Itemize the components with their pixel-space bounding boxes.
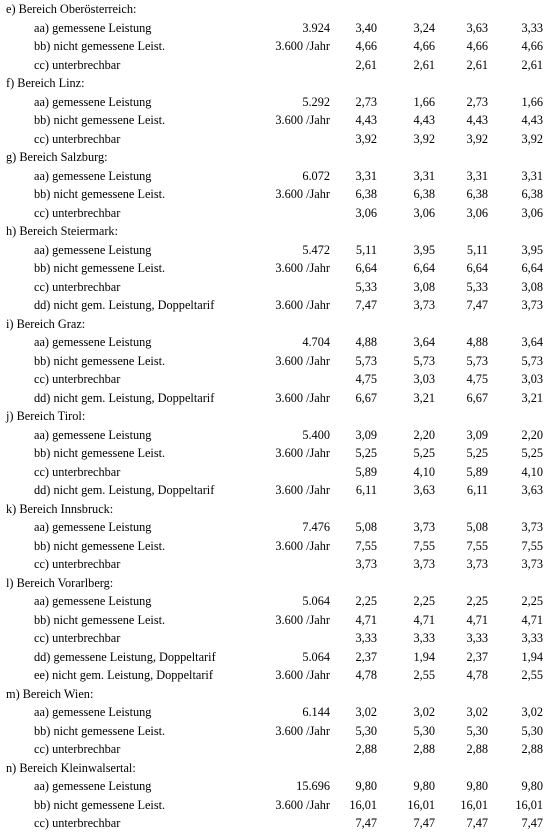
table-row — [0, 167, 545, 185]
base-value: 3.600 /Jahr — [275, 39, 330, 53]
row-label: cc) unterbrechbar — [34, 557, 121, 571]
table-row — [0, 796, 545, 814]
section-header-row — [0, 407, 545, 425]
price-value-1: 4,43 — [355, 113, 377, 127]
row-label: bb) nicht gemessene Leist. — [34, 612, 166, 627]
section-header: n) Bereich Kleinwalsertal: — [6, 760, 136, 775]
price-value-2: 5,30 — [413, 723, 435, 738]
price-value-4: 2,61 — [521, 57, 543, 72]
price-value-1: 3,09 — [355, 427, 377, 442]
table-row — [0, 537, 545, 555]
price-value-1: 7,47 — [355, 816, 377, 830]
base-value: 5.400 — [302, 427, 330, 442]
price-value-4: 2,55 — [521, 668, 543, 682]
table-row — [0, 389, 545, 407]
base-value: 7.476 — [302, 520, 330, 534]
price-value-2: 3,33 — [413, 631, 435, 645]
price-value-4: 3,33 — [521, 631, 543, 645]
table-row — [0, 296, 545, 314]
price-value-1: 5,89 — [355, 464, 377, 479]
row-label: dd) nicht gem. Leistung, Doppeltarif — [34, 390, 215, 405]
price-value-1: 3,06 — [355, 205, 377, 220]
price-value-2: 2,55 — [413, 668, 435, 682]
price-value-1: 4,75 — [355, 372, 377, 386]
base-value: 3.600 /Jahr — [275, 668, 330, 682]
base-value: 5.472 — [302, 242, 330, 257]
row-label: cc) unterbrechbar — [34, 464, 121, 479]
price-value-4: 6,38 — [521, 187, 543, 201]
price-value-3: 9,80 — [466, 779, 488, 793]
table-row — [0, 777, 545, 795]
table-row — [0, 352, 545, 370]
section-header-row — [0, 574, 545, 592]
price-value-2: 3,73 — [413, 520, 435, 534]
price-value-2: 6,38 — [413, 187, 435, 201]
price-value-2: 3,63 — [413, 483, 435, 497]
base-value: 5.292 — [302, 94, 330, 109]
price-value-4: 5,73 — [521, 353, 543, 368]
price-value-3: 5,25 — [466, 446, 488, 460]
row-label: aa) gemessene Leistung — [34, 705, 152, 719]
price-value-1: 3,92 — [355, 131, 377, 146]
table-row — [0, 130, 545, 148]
price-value-3: 4,71 — [466, 612, 488, 627]
price-value-1: 4,66 — [355, 39, 377, 53]
row-label: aa) gemessene Leistung — [34, 594, 152, 608]
price-value-4: 5,30 — [521, 723, 543, 738]
row-label: aa) gemessene Leistung — [34, 335, 152, 349]
price-value-3: 6,11 — [466, 483, 488, 497]
price-value-3: 5,08 — [466, 520, 488, 534]
row-label: bb) nicht gemessene Leist. — [34, 446, 166, 460]
row-label: cc) unterbrechbar — [34, 205, 121, 220]
table-row — [0, 241, 545, 259]
section-header: g) Bereich Salzburg: — [6, 150, 108, 164]
price-value-4: 1,66 — [521, 94, 543, 109]
row-label: bb) nicht gemessene Leist. — [34, 538, 166, 553]
price-value-2: 3,02 — [413, 705, 435, 719]
price-value-2: 3,24 — [413, 20, 435, 35]
row-label: bb) nicht gemessene Leist. — [34, 261, 166, 275]
price-value-1: 6,11 — [355, 483, 377, 497]
price-value-3: 4,88 — [466, 335, 488, 349]
price-value-3: 2,61 — [466, 57, 488, 72]
section-header: e) Bereich Oberösterreich: — [6, 2, 137, 16]
table-row — [0, 93, 545, 111]
price-value-1: 5,33 — [355, 279, 377, 294]
price-value-4: 2,25 — [521, 594, 543, 608]
price-value-4: 3,73 — [521, 298, 543, 312]
table-row — [0, 185, 545, 203]
price-value-2: 16,01 — [407, 797, 435, 812]
price-value-4: 3,08 — [521, 279, 543, 294]
price-value-2: 3,03 — [413, 372, 435, 386]
base-value: 4.704 — [302, 335, 330, 349]
table-row — [0, 611, 545, 629]
base-value: 3.600 /Jahr — [275, 538, 330, 553]
price-value-3: 4,78 — [466, 668, 488, 682]
base-value: 3.600 /Jahr — [275, 298, 330, 312]
table-row — [0, 666, 545, 684]
price-value-4: 3,64 — [521, 335, 543, 349]
price-value-1: 3,73 — [355, 557, 377, 571]
section-header-row — [0, 222, 545, 240]
table-row — [0, 370, 545, 388]
row-label: dd) gemessene Leistung, Doppeltarif — [34, 649, 216, 664]
base-value: 3.600 /Jahr — [275, 797, 330, 812]
price-value-3: 3,31 — [466, 168, 488, 183]
base-value: 15.696 — [296, 779, 330, 793]
section-header-row — [0, 759, 545, 777]
price-value-1: 4,71 — [355, 612, 377, 627]
section-header-row — [0, 74, 545, 92]
price-value-4: 4,10 — [521, 464, 543, 479]
price-value-1: 3,31 — [355, 168, 377, 183]
row-label: cc) unterbrechbar — [34, 372, 121, 386]
row-label: aa) gemessene Leistung — [34, 520, 152, 534]
table-row — [0, 722, 545, 740]
table-row — [0, 740, 545, 758]
base-value: 3.600 /Jahr — [275, 483, 330, 497]
row-label: aa) gemessene Leistung — [34, 20, 152, 35]
price-value-2: 4,10 — [413, 464, 435, 479]
price-value-1: 3,40 — [355, 20, 377, 35]
price-value-3: 2,37 — [466, 649, 488, 664]
row-label: aa) gemessene Leistung — [34, 168, 152, 183]
row-label: ee) nicht gem. Leistung, Doppeltarif — [34, 668, 213, 682]
table-row — [0, 555, 545, 573]
table-row — [0, 426, 545, 444]
price-value-2: 3,92 — [413, 131, 435, 146]
price-value-1: 2,25 — [355, 594, 377, 608]
price-value-3: 2,25 — [466, 594, 488, 608]
table-row — [0, 259, 545, 277]
price-value-1: 6,67 — [355, 390, 377, 405]
price-value-4: 3,92 — [521, 131, 543, 146]
price-value-4: 2,88 — [521, 742, 543, 756]
table-row — [0, 629, 545, 647]
price-value-4: 3,33 — [521, 20, 543, 35]
price-value-1: 4,88 — [355, 335, 377, 349]
price-value-3: 3,63 — [466, 20, 488, 35]
price-value-3: 3,02 — [466, 705, 488, 719]
row-label: dd) nicht gem. Leistung, Doppeltarif — [34, 483, 215, 497]
price-value-2: 6,64 — [413, 261, 435, 275]
base-value: 3.924 — [302, 20, 330, 35]
price-value-3: 2,88 — [466, 742, 488, 756]
price-value-1: 16,01 — [349, 797, 377, 812]
price-value-4: 3,95 — [521, 242, 543, 257]
price-value-2: 4,71 — [413, 612, 435, 627]
table-row — [0, 37, 545, 55]
base-value: 3.600 /Jahr — [275, 723, 330, 738]
price-value-1: 2,37 — [355, 649, 377, 664]
section-header: k) Bereich Innsbruck: — [6, 501, 114, 516]
row-label: bb) nicht gemessene Leist. — [34, 39, 166, 53]
price-value-3: 7,47 — [466, 816, 488, 830]
price-value-1: 3,33 — [355, 631, 377, 645]
price-value-4: 6,64 — [521, 261, 543, 275]
price-value-4: 1,94 — [521, 649, 543, 664]
price-value-4: 7,55 — [521, 538, 543, 553]
base-value: 6.144 — [302, 705, 330, 719]
price-value-3: 5,30 — [466, 723, 488, 738]
base-value: 5.064 — [302, 649, 330, 664]
base-value: 3.600 /Jahr — [275, 446, 330, 460]
price-value-4: 4,71 — [521, 612, 543, 627]
price-value-2: 3,73 — [413, 557, 435, 571]
row-label: bb) nicht gemessene Leist. — [34, 187, 166, 201]
price-value-2: 3,06 — [413, 205, 435, 220]
price-value-1: 5,11 — [355, 242, 377, 257]
table-row — [0, 814, 545, 832]
price-value-2: 4,43 — [413, 113, 435, 127]
price-value-2: 3,08 — [413, 279, 435, 294]
price-value-3: 6,64 — [466, 261, 488, 275]
price-value-4: 4,66 — [521, 39, 543, 53]
price-value-3: 4,66 — [466, 39, 488, 53]
section-header-row — [0, 685, 545, 703]
table-row — [0, 333, 545, 351]
price-value-2: 2,88 — [413, 742, 435, 756]
row-label: aa) gemessene Leistung — [34, 779, 152, 793]
table-row — [0, 444, 545, 462]
price-value-1: 3,02 — [355, 705, 377, 719]
price-value-2: 5,73 — [413, 353, 435, 368]
row-label: cc) unterbrechbar — [34, 57, 121, 72]
price-value-3: 6,67 — [466, 390, 488, 405]
table-row — [0, 56, 545, 74]
price-value-1: 5,08 — [355, 520, 377, 534]
table-row — [0, 481, 545, 499]
row-label: bb) nicht gemessene Leist. — [34, 353, 166, 368]
price-value-2: 7,47 — [413, 816, 435, 830]
section-header: h) Bereich Steiermark: — [6, 224, 118, 238]
price-value-1: 5,73 — [355, 353, 377, 368]
price-value-1: 2,73 — [355, 94, 377, 109]
row-label: bb) nicht gemessene Leist. — [34, 797, 166, 812]
price-value-4: 9,80 — [521, 779, 543, 793]
row-label: aa) gemessene Leistung — [34, 242, 152, 257]
price-value-2: 9,80 — [413, 779, 435, 793]
row-label: bb) nicht gemessene Leist. — [34, 113, 166, 127]
row-label: bb) nicht gemessene Leist. — [34, 723, 166, 738]
price-value-3: 3,73 — [466, 557, 488, 571]
price-value-3: 5,11 — [466, 242, 488, 257]
price-value-2: 1,94 — [413, 649, 435, 664]
section-header-row — [0, 148, 545, 166]
table-row — [0, 278, 545, 296]
price-value-2: 2,20 — [413, 427, 435, 442]
base-value: 3.600 /Jahr — [275, 113, 330, 127]
price-value-1: 2,88 — [355, 742, 377, 756]
price-value-4: 3,02 — [521, 705, 543, 719]
section-header-row — [0, 0, 545, 18]
table-row — [0, 204, 545, 222]
price-value-4: 4,43 — [521, 113, 543, 127]
row-label: cc) unterbrechbar — [34, 279, 121, 294]
price-value-2: 3,73 — [413, 298, 435, 312]
base-value: 3.600 /Jahr — [275, 390, 330, 405]
price-value-4: 3,73 — [521, 520, 543, 534]
price-value-4: 3,03 — [521, 372, 543, 386]
price-value-2: 2,61 — [413, 57, 435, 72]
price-value-2: 2,25 — [413, 594, 435, 608]
price-value-1: 4,78 — [355, 668, 377, 682]
row-label: cc) unterbrechbar — [34, 131, 121, 146]
base-value: 3.600 /Jahr — [275, 187, 330, 201]
price-value-4: 2,20 — [521, 427, 543, 442]
table-row — [0, 648, 545, 666]
row-label: cc) unterbrechbar — [34, 631, 121, 645]
price-value-2: 3,64 — [413, 335, 435, 349]
price-value-3: 3,09 — [466, 427, 488, 442]
price-value-4: 16,01 — [515, 797, 543, 812]
base-value: 3.600 /Jahr — [275, 261, 330, 275]
price-value-4: 7,47 — [521, 816, 543, 830]
price-value-4: 3,73 — [521, 557, 543, 571]
price-value-3: 16,01 — [460, 797, 488, 812]
section-header: m) Bereich Wien: — [6, 686, 94, 701]
base-value: 6.072 — [302, 168, 330, 183]
base-value: 3.600 /Jahr — [275, 353, 330, 368]
section-header-row — [0, 315, 545, 333]
price-value-2: 3,95 — [413, 242, 435, 257]
row-label: aa) gemessene Leistung — [34, 94, 152, 109]
table-row — [0, 518, 545, 536]
price-value-4: 5,25 — [521, 446, 543, 460]
price-value-3: 2,73 — [466, 94, 488, 109]
section-header: l) Bereich Vorarlberg: — [6, 575, 114, 590]
section-header-row — [0, 500, 545, 518]
table-row — [0, 463, 545, 481]
price-value-3: 3,33 — [466, 631, 488, 645]
section-header: j) Bereich Tirol: — [6, 409, 86, 423]
price-value-3: 7,47 — [466, 298, 488, 312]
price-value-4: 3,63 — [521, 483, 543, 497]
row-label: cc) unterbrechbar — [34, 816, 121, 830]
price-value-3: 3,06 — [466, 205, 488, 220]
price-value-1: 7,47 — [355, 298, 377, 312]
price-value-1: 9,80 — [355, 779, 377, 793]
price-value-3: 4,75 — [466, 372, 488, 386]
price-value-3: 6,38 — [466, 187, 488, 201]
price-value-2: 3,31 — [413, 168, 435, 183]
price-value-3: 5,89 — [466, 464, 488, 479]
price-value-3: 3,92 — [466, 131, 488, 146]
price-value-4: 3,06 — [521, 205, 543, 220]
price-value-4: 3,21 — [521, 390, 543, 405]
section-header: f) Bereich Linz: — [6, 76, 85, 90]
price-value-1: 5,25 — [355, 446, 377, 460]
price-value-1: 6,64 — [355, 261, 377, 275]
base-value: 3.600 /Jahr — [275, 612, 330, 627]
section-header: i) Bereich Graz: — [6, 316, 86, 331]
row-label: cc) unterbrechbar — [34, 742, 121, 756]
base-value: 5.064 — [302, 594, 330, 608]
row-label: aa) gemessene Leistung — [34, 427, 152, 442]
price-value-2: 1,66 — [413, 94, 435, 109]
price-value-3: 5,73 — [466, 353, 488, 368]
price-value-4: 3,31 — [521, 168, 543, 183]
price-value-1: 7,55 — [355, 538, 377, 553]
table-row — [0, 703, 545, 721]
table-row — [0, 111, 545, 129]
price-value-3: 5,33 — [466, 279, 488, 294]
row-label: dd) nicht gem. Leistung, Doppeltarif — [34, 298, 215, 312]
table-row — [0, 19, 545, 37]
table-row — [0, 592, 545, 610]
price-value-3: 4,43 — [466, 113, 488, 127]
price-value-2: 5,25 — [413, 446, 435, 460]
price-value-1: 5,30 — [355, 723, 377, 738]
price-value-2: 4,66 — [413, 39, 435, 53]
price-value-2: 3,21 — [413, 390, 435, 405]
price-value-2: 7,55 — [413, 538, 435, 553]
price-value-3: 7,55 — [466, 538, 488, 553]
price-value-1: 6,38 — [355, 187, 377, 201]
price-value-1: 2,61 — [355, 57, 377, 72]
